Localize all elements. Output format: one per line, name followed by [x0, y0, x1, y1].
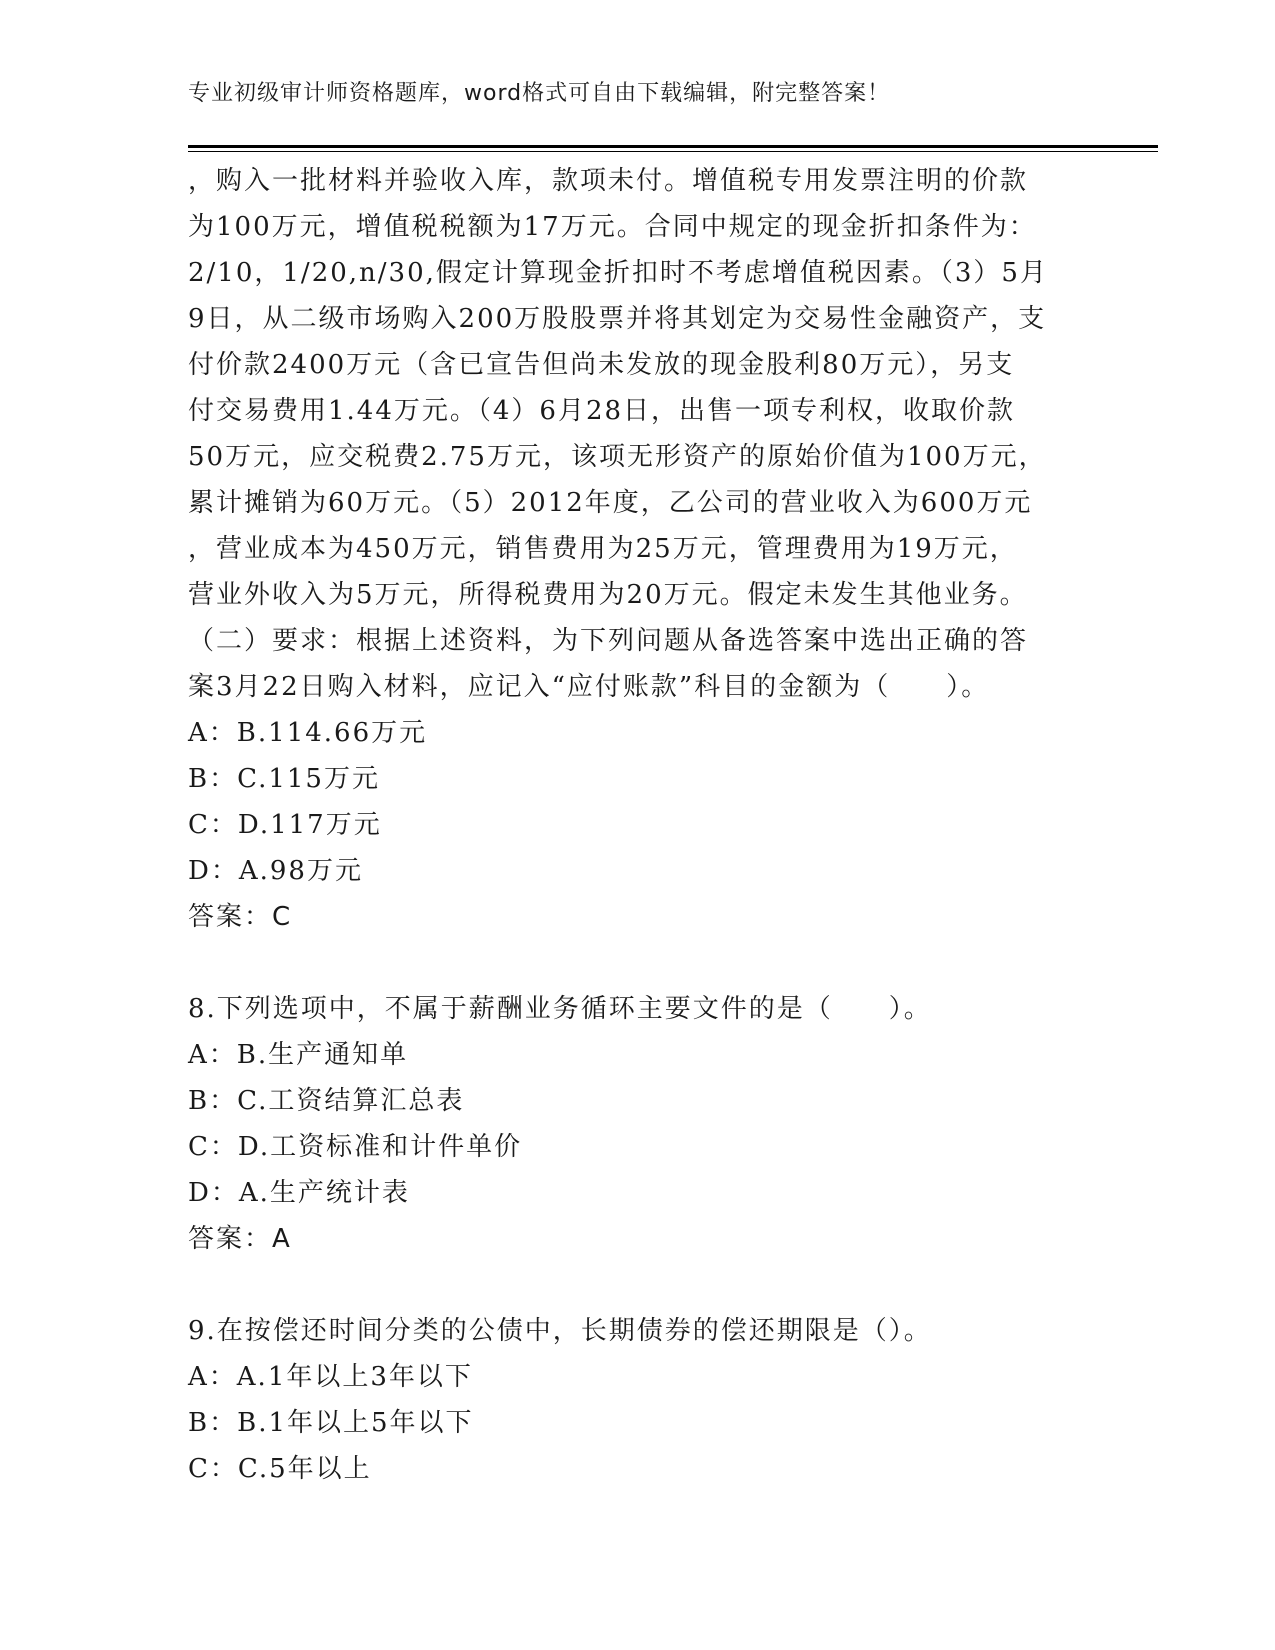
question-8-option-a: A：B.生产通知单	[188, 1040, 409, 1070]
question-8-option-b: B：C.工资结算汇总表	[188, 1086, 465, 1116]
question-7-line: 50万元，应交税费2.75万元，该项无形资产的原始价值为100万元，	[188, 442, 1047, 472]
question-9-option-c: C：C.5年以上	[188, 1454, 372, 1484]
question-7-answer: 答案：C	[188, 902, 293, 932]
question-7-option-c: C：D.117万元	[188, 810, 382, 840]
page-header: 专业初级审计师资格题库，word格式可自由下载编辑，附完整答案！	[188, 81, 891, 106]
question-7-line: 累计摊销为60万元。（5）2012年度，乙公司的营业收入为600万元	[188, 488, 1033, 518]
question-7-line: （二）要求：根据上述资料，为下列问题从备选答案中选出正确的答	[188, 626, 1029, 656]
question-7-line: 营业外收入为5万元，所得税费用为20万元。假定未发生其他业务。	[188, 580, 1028, 610]
header-rule-thin	[188, 151, 1158, 152]
question-7-line: ，营业成本为450万元，销售费用为25万元，管理费用为19万元，	[188, 534, 1018, 564]
question-7-stem	[188, 158, 1088, 710]
question-9-option-b: B：B.1年以上5年以下	[188, 1408, 474, 1438]
question-7-line: 付价款2400万元（含已宣告但尚未发放的现金股利80万元），另支	[188, 350, 1015, 380]
question-7-line: 2/10，1/20,n/30,假定计算现金折扣时不考虑增值税因素。（3）5月	[188, 258, 1048, 288]
question-7-line: 为100万元，增值税税额为17万元。合同中规定的现金折扣条件为：	[188, 212, 1037, 242]
spacer	[188, 1262, 1088, 1308]
question-7-option-a: A：B.114.66万元	[188, 718, 428, 748]
question-8-option-d: D：A.生产统计表	[188, 1178, 410, 1208]
question-7-line: 案3月22日购入材料，应记入“应付账款”科目的金额为（ ）。	[188, 672, 990, 702]
question-7-line: ，购入一批材料并验收入库，款项未付。增值税专用发票注明的价款	[188, 166, 1029, 196]
question-8-option-c: C：D.工资标准和计件单价	[188, 1132, 523, 1162]
question-7-line: 付交易费用1.44万元。（4）6月28日，出售一项专利权，收取价款	[188, 396, 1016, 426]
header-rule-thick	[188, 145, 1158, 148]
question-9-option-a: A：A.1年以上3年以下	[188, 1362, 473, 1392]
question-7-option-b: B：C.115万元	[188, 764, 380, 794]
spacer	[188, 940, 1088, 986]
question-8-stem: 8.下列选项中，不属于薪酬业务循环主要文件的是（ ）。	[188, 994, 932, 1024]
question-7-option-d: D：A.98万元	[188, 856, 363, 886]
document-body	[188, 158, 1088, 1492]
question-9-stem: 9.在按偿还时间分类的公债中，长期债券的偿还期限是（）。	[188, 1316, 932, 1346]
question-7-line: 9日，从二级市场购入200万股股票并将其划定为交易性金融资产，支	[188, 304, 1047, 334]
question-8-answer: 答案：A	[188, 1224, 292, 1254]
